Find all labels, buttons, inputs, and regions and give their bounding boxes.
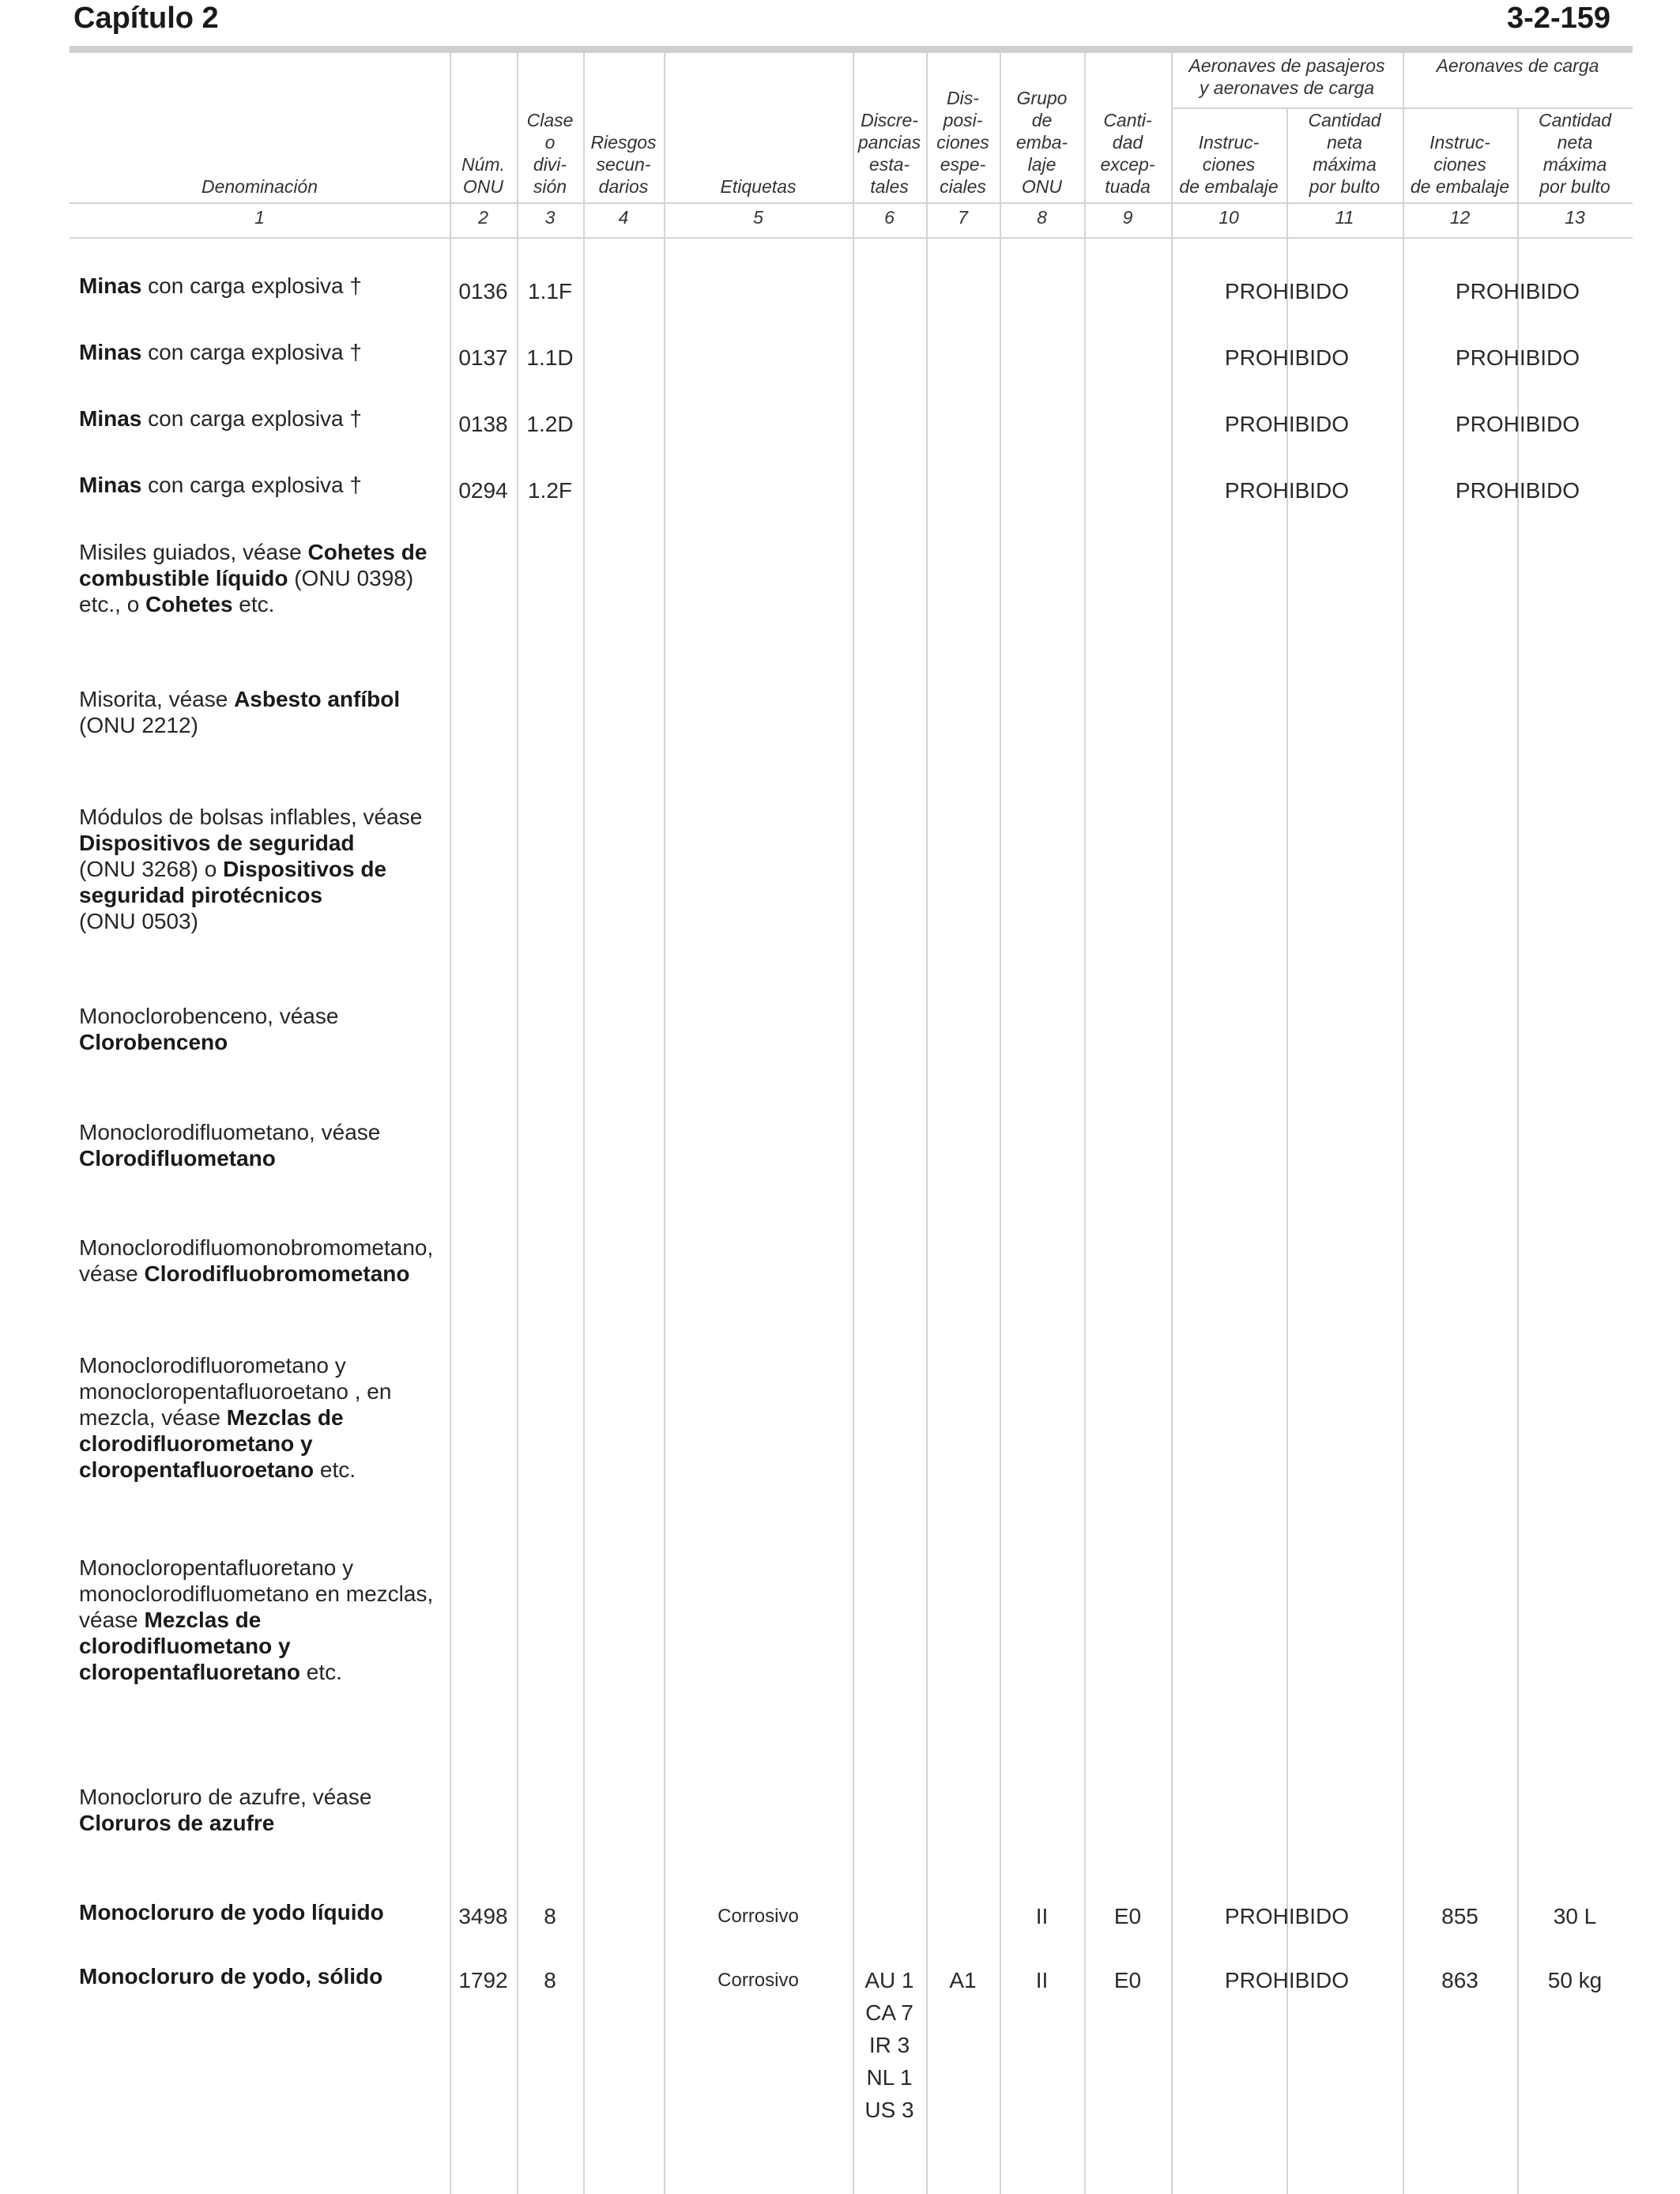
column-divider <box>853 53 854 2194</box>
pax-prohibited: PROHIBIDO <box>1224 1968 1350 1992</box>
entry-name-bold: Monocloruro de yodo, sólido <box>79 1964 383 1989</box>
packing-group: II <box>1035 1968 1049 1992</box>
column-number: 10 <box>1219 207 1239 228</box>
column-number: 3 <box>544 207 556 228</box>
entry-name-bold: Clorodifluobromometano <box>144 1261 410 1286</box>
entry-name-bold: Monocloruro de yodo líquido <box>79 1900 384 1924</box>
entry-name <box>79 405 450 432</box>
entry-name-text: Monoclorodifluorometano y <box>79 1353 346 1378</box>
entry-name <box>79 539 450 617</box>
label-hazard: Corrosivo <box>718 1906 799 1927</box>
entry-name-text: Misorita, véase <box>79 687 235 711</box>
entry-name-text: (ONU 3268) o <box>79 857 224 881</box>
column-header-cantidad-pax: Cantidad neta máxima por bulto <box>1308 110 1381 197</box>
cargo-prohibited: PROHIBIDO <box>1455 345 1580 370</box>
entry-name-bold: Minas <box>79 473 142 497</box>
column-divider <box>517 53 518 2194</box>
un-number: 0137 <box>458 345 508 370</box>
pax-prohibited: PROHIBIDO <box>1224 1904 1350 1928</box>
column-divider <box>1084 53 1086 2194</box>
chapter-title: Capítulo 2 <box>73 2 219 35</box>
entry-name-bold: cloropentafluoroetano <box>79 1457 315 1482</box>
entry-name-bold: Minas <box>79 340 142 364</box>
class-division: 8 <box>544 1904 556 1928</box>
pax-prohibited: PROHIBIDO <box>1224 345 1350 370</box>
excepted-quantity: E0 <box>1113 1904 1142 1928</box>
packing-group: II <box>1035 1904 1049 1928</box>
entry-name-bold: cloropentafluoretano <box>79 1660 301 1684</box>
column-number: 6 <box>884 207 895 228</box>
entry-name <box>79 1119 450 1171</box>
entry-name-text: monoclorodifluometano en mezclas, <box>79 1581 434 1606</box>
column-header-riesgos: Riesgos secun- darios <box>590 132 657 197</box>
column-header-instrucciones-carga: Instruc- ciones de embalaje <box>1410 132 1510 197</box>
entry-name <box>79 1555 450 1685</box>
column-divider <box>1000 53 1001 2194</box>
entry-name-text: etc. <box>232 592 275 616</box>
column-number: 5 <box>753 207 763 228</box>
column-header-cantidad-exceptuada: Canti- dad excep- tuada <box>1100 110 1155 197</box>
entry-name <box>79 686 450 738</box>
cargo-max-quantity: 30 L <box>1553 1904 1597 1928</box>
entry-name <box>79 1352 450 1483</box>
un-number: 0294 <box>458 478 508 503</box>
un-number: 0138 <box>458 412 508 436</box>
entry-name-text: con carga explosiva † <box>141 406 362 431</box>
column-number: 11 <box>1335 207 1354 228</box>
entry-name <box>79 1784 450 1836</box>
entry-name-text: Monoclorodifluomonobromometano, <box>79 1235 434 1260</box>
column-divider <box>664 53 665 2194</box>
entry-name-text: con carga explosiva † <box>141 473 362 497</box>
column-number: 2 <box>478 207 488 228</box>
header-bottom-rule <box>70 202 1633 204</box>
cargo-packing-instruction: 855 <box>1441 1904 1478 1928</box>
entry-name-text: etc. <box>300 1660 342 1684</box>
entry-name-bold: Dispositivos de seguridad pirotécnicos <box>79 857 387 907</box>
column-header-disposiciones: Dis- posi- ciones espe- ciales <box>936 88 989 197</box>
class-division: 1.1D <box>526 345 574 370</box>
entry-name-text: Misiles guiados, véase <box>79 540 308 564</box>
entry-name-bold: Mezclas de <box>226 1405 344 1430</box>
column-header-cantidad-carga: Cantidad neta máxima por bulto <box>1538 110 1612 197</box>
column-number: 13 <box>1565 207 1585 228</box>
column-number-rule <box>70 237 1633 239</box>
header-rule <box>70 46 1633 53</box>
column-header-instrucciones-pax: Instruc- ciones de embalaje <box>1179 132 1279 197</box>
column-number: 12 <box>1449 207 1471 228</box>
un-number: 3498 <box>458 1904 508 1928</box>
pax-prohibited: PROHIBIDO <box>1224 412 1350 436</box>
group-header-carga: Aeronaves de carga <box>1436 55 1599 76</box>
class-division: 1.1F <box>527 279 573 303</box>
entry-name-bold: Clorobenceno <box>79 1030 228 1054</box>
cargo-max-quantity: 50 kg <box>1547 1968 1603 1992</box>
cargo-packing-instruction: 863 <box>1441 1968 1478 1992</box>
entry-name-text: Monoclorodifluometano, véase <box>79 1120 381 1144</box>
column-number: 1 <box>254 207 265 228</box>
page-number: 3-2-159 <box>1507 2 1610 35</box>
entry-name <box>79 1963 450 1989</box>
column-header-denominacion: Denominación <box>201 176 318 197</box>
entry-name <box>79 1899 450 1925</box>
entry-name-text: Monocloropentafluoretano y <box>79 1555 354 1580</box>
column-number: 8 <box>1037 207 1047 228</box>
class-division: 1.2F <box>527 478 573 503</box>
entry-name-bold: Minas <box>79 273 142 298</box>
column-divider <box>1171 53 1173 2194</box>
un-number: 0136 <box>458 279 508 303</box>
class-division: 8 <box>544 1968 556 1992</box>
entry-name-text: Monocloruro de azufre, véase <box>79 1785 372 1809</box>
entry-name <box>79 273 450 299</box>
entry-name-text: véase <box>79 1608 145 1632</box>
entry-name-text: con carga explosiva † <box>141 273 362 298</box>
column-header-num-onu: Núm. ONU <box>461 154 505 197</box>
entry-name-bold: Dispositivos de seguridad <box>79 831 355 855</box>
cargo-prohibited: PROHIBIDO <box>1455 412 1580 436</box>
un-number: 1792 <box>458 1968 508 1992</box>
entry-name-bold: Cloruros de azufre <box>79 1811 275 1835</box>
special-provisions: A1 <box>949 1968 977 1992</box>
label-hazard: Corrosivo <box>718 1970 799 1991</box>
entry-name-text: Módulos de bolsas inflables, véase <box>79 805 423 829</box>
cargo-prohibited: PROHIBIDO <box>1455 478 1580 503</box>
entry-name-bold: Minas <box>79 406 142 431</box>
class-division: 1.2D <box>526 412 574 436</box>
column-number: 4 <box>618 207 629 228</box>
column-header-grupo: Grupo de emba- laje ONU <box>1015 88 1068 197</box>
pax-prohibited: PROHIBIDO <box>1224 279 1350 303</box>
column-number: 7 <box>958 207 968 228</box>
entry-name-bold: Asbesto anfíbol <box>234 687 401 711</box>
pax-prohibited: PROHIBIDO <box>1224 478 1350 503</box>
column-header-clase: Clase o divi- sión <box>526 110 574 197</box>
column-divider <box>926 53 928 2194</box>
column-header-discrepancias: Discre- pancias esta- tales <box>857 110 921 197</box>
group-header-pasajeros: Aeronaves de pasajeros y aeronaves de carga <box>1188 55 1385 98</box>
column-number: 9 <box>1122 207 1133 228</box>
cargo-prohibited: PROHIBIDO <box>1455 279 1580 303</box>
entry-name-bold: Mezclas de <box>144 1608 262 1632</box>
entry-name-text: con carga explosiva † <box>141 340 362 364</box>
entry-name-text: (ONU 0398) etc., o <box>79 566 414 616</box>
entry-name-text: Monoclorobenceno, véase <box>79 1004 339 1028</box>
entry-name-text: mezcla, véase <box>79 1405 227 1430</box>
entry-name-text: etc. <box>314 1457 356 1482</box>
state-discrepancies: AU 1 CA 7 IR 3 NL 1 US 3 <box>864 1968 914 2122</box>
entry-name-bold: clorodifluorometano y <box>79 1431 313 1456</box>
entry-name-text: monocloropentafluoroetano , en <box>79 1379 392 1404</box>
entry-name <box>79 1003 450 1055</box>
entry-name <box>79 1235 450 1287</box>
column-header-etiquetas: Etiquetas <box>720 176 797 197</box>
column-divider <box>583 53 585 2194</box>
entry-name-text: (ONU 0503) <box>79 909 198 933</box>
entry-name-bold: clorodifluometano y <box>79 1634 291 1658</box>
entry-name-bold: Cohetes <box>145 592 233 616</box>
entry-name <box>79 804 450 934</box>
entry-name-text: véase <box>79 1261 145 1286</box>
entry-name-text: (ONU 2212) <box>79 713 198 737</box>
entry-name <box>79 339 450 365</box>
excepted-quantity: E0 <box>1113 1968 1142 1992</box>
entry-name <box>79 472 450 498</box>
entry-name-bold: Clorodifluometano <box>79 1146 276 1171</box>
entry-name-bold: Cohetes de combustible líquido <box>79 540 428 590</box>
